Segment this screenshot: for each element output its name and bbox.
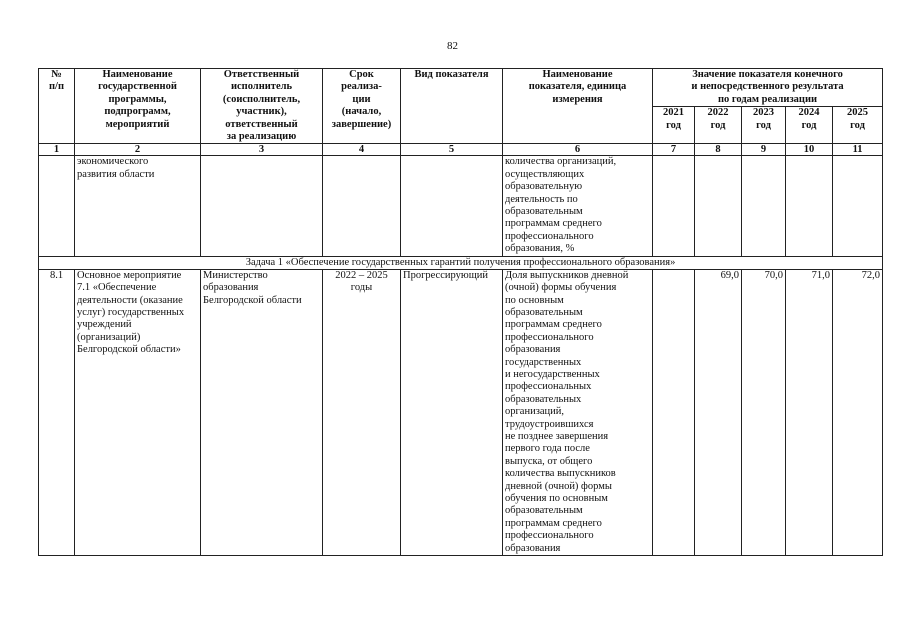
- header-year-2021: 2021 год: [653, 107, 695, 144]
- column-number: 10: [786, 144, 833, 156]
- value-2025: 72,0: [833, 269, 883, 555]
- header-year-2025: 2025 год: [833, 107, 883, 144]
- task-row: [39, 256, 883, 269]
- main-row: [39, 269, 883, 555]
- value-2021: [653, 269, 695, 555]
- header-row: [39, 69, 883, 107]
- header-col-2: Наименование государственной программы, подпрограмм, мероприятий: [75, 69, 201, 144]
- value-2023: 70,0: [742, 269, 786, 555]
- indicator-type: Прогрессирующий: [401, 269, 503, 555]
- column-number: 11: [833, 144, 883, 156]
- header-year-2022: 2022 год: [695, 107, 742, 144]
- column-number-row: [39, 144, 883, 156]
- column-number: 3: [201, 144, 323, 156]
- header-year-2024: 2024 год: [786, 107, 833, 144]
- column-number: 6: [503, 144, 653, 156]
- responsible-executor: Министерство образования Белгородской области: [201, 269, 323, 555]
- activity-name: Основное мероприятие 7.1 «Обеспечение деятельности (оказание услуг) государственных учреждений (организаций) Белгородской области»: [75, 269, 201, 555]
- indicator-name: Доля выпускников дневной (очной) формы обучения по основным образовательным программам среднего профессионального образования государственных и негосударственных профессиональных образовательных организаций, трудоустроившихся не позднее завершения первого года после выпуска, от общего количества выпускников дневной (очной) формы обучения по основным образовательным программам среднего профессионального образования: [503, 269, 653, 555]
- value-2022: 69,0: [695, 269, 742, 555]
- header-col-5: Вид показателя: [401, 69, 503, 144]
- row-number: 8.1: [39, 269, 75, 555]
- column-number: 4: [323, 144, 401, 156]
- value-2024: 71,0: [786, 269, 833, 555]
- task-title: Задача 1 «Обеспечение государственных гарантий получения профессионального образования»: [39, 256, 883, 269]
- implementation-period: 2022 – 2025 годы: [323, 269, 401, 555]
- page-number: 82: [447, 40, 458, 52]
- column-number: 9: [742, 144, 786, 156]
- indicator-table: [38, 68, 883, 556]
- header-col-4: Срок реализа- ции (начало, завершение): [323, 69, 401, 144]
- header-year-2023: 2023 год: [742, 107, 786, 144]
- continuation-row: [39, 156, 883, 256]
- header-values-group: Значение показателя конечного и непосредственного результата по годам реализации: [653, 69, 883, 107]
- continuation-indicator-name: количества организаций, осуществляющих образовательную деятельность по образовательным программам среднего профессионального образования, %: [503, 156, 653, 256]
- column-number: 7: [653, 144, 695, 156]
- header-col-3: Ответственный исполнитель (соисполнитель, участник), ответственный за реализацию: [201, 69, 323, 144]
- column-number: 5: [401, 144, 503, 156]
- header-col-1: № п/п: [39, 69, 75, 144]
- column-number: 8: [695, 144, 742, 156]
- continuation-program-name: экономического развития области: [75, 156, 201, 256]
- header-col-6: Наименование показателя, единица измерения: [503, 69, 653, 144]
- column-number: 2: [75, 144, 201, 156]
- column-number: 1: [39, 144, 75, 156]
